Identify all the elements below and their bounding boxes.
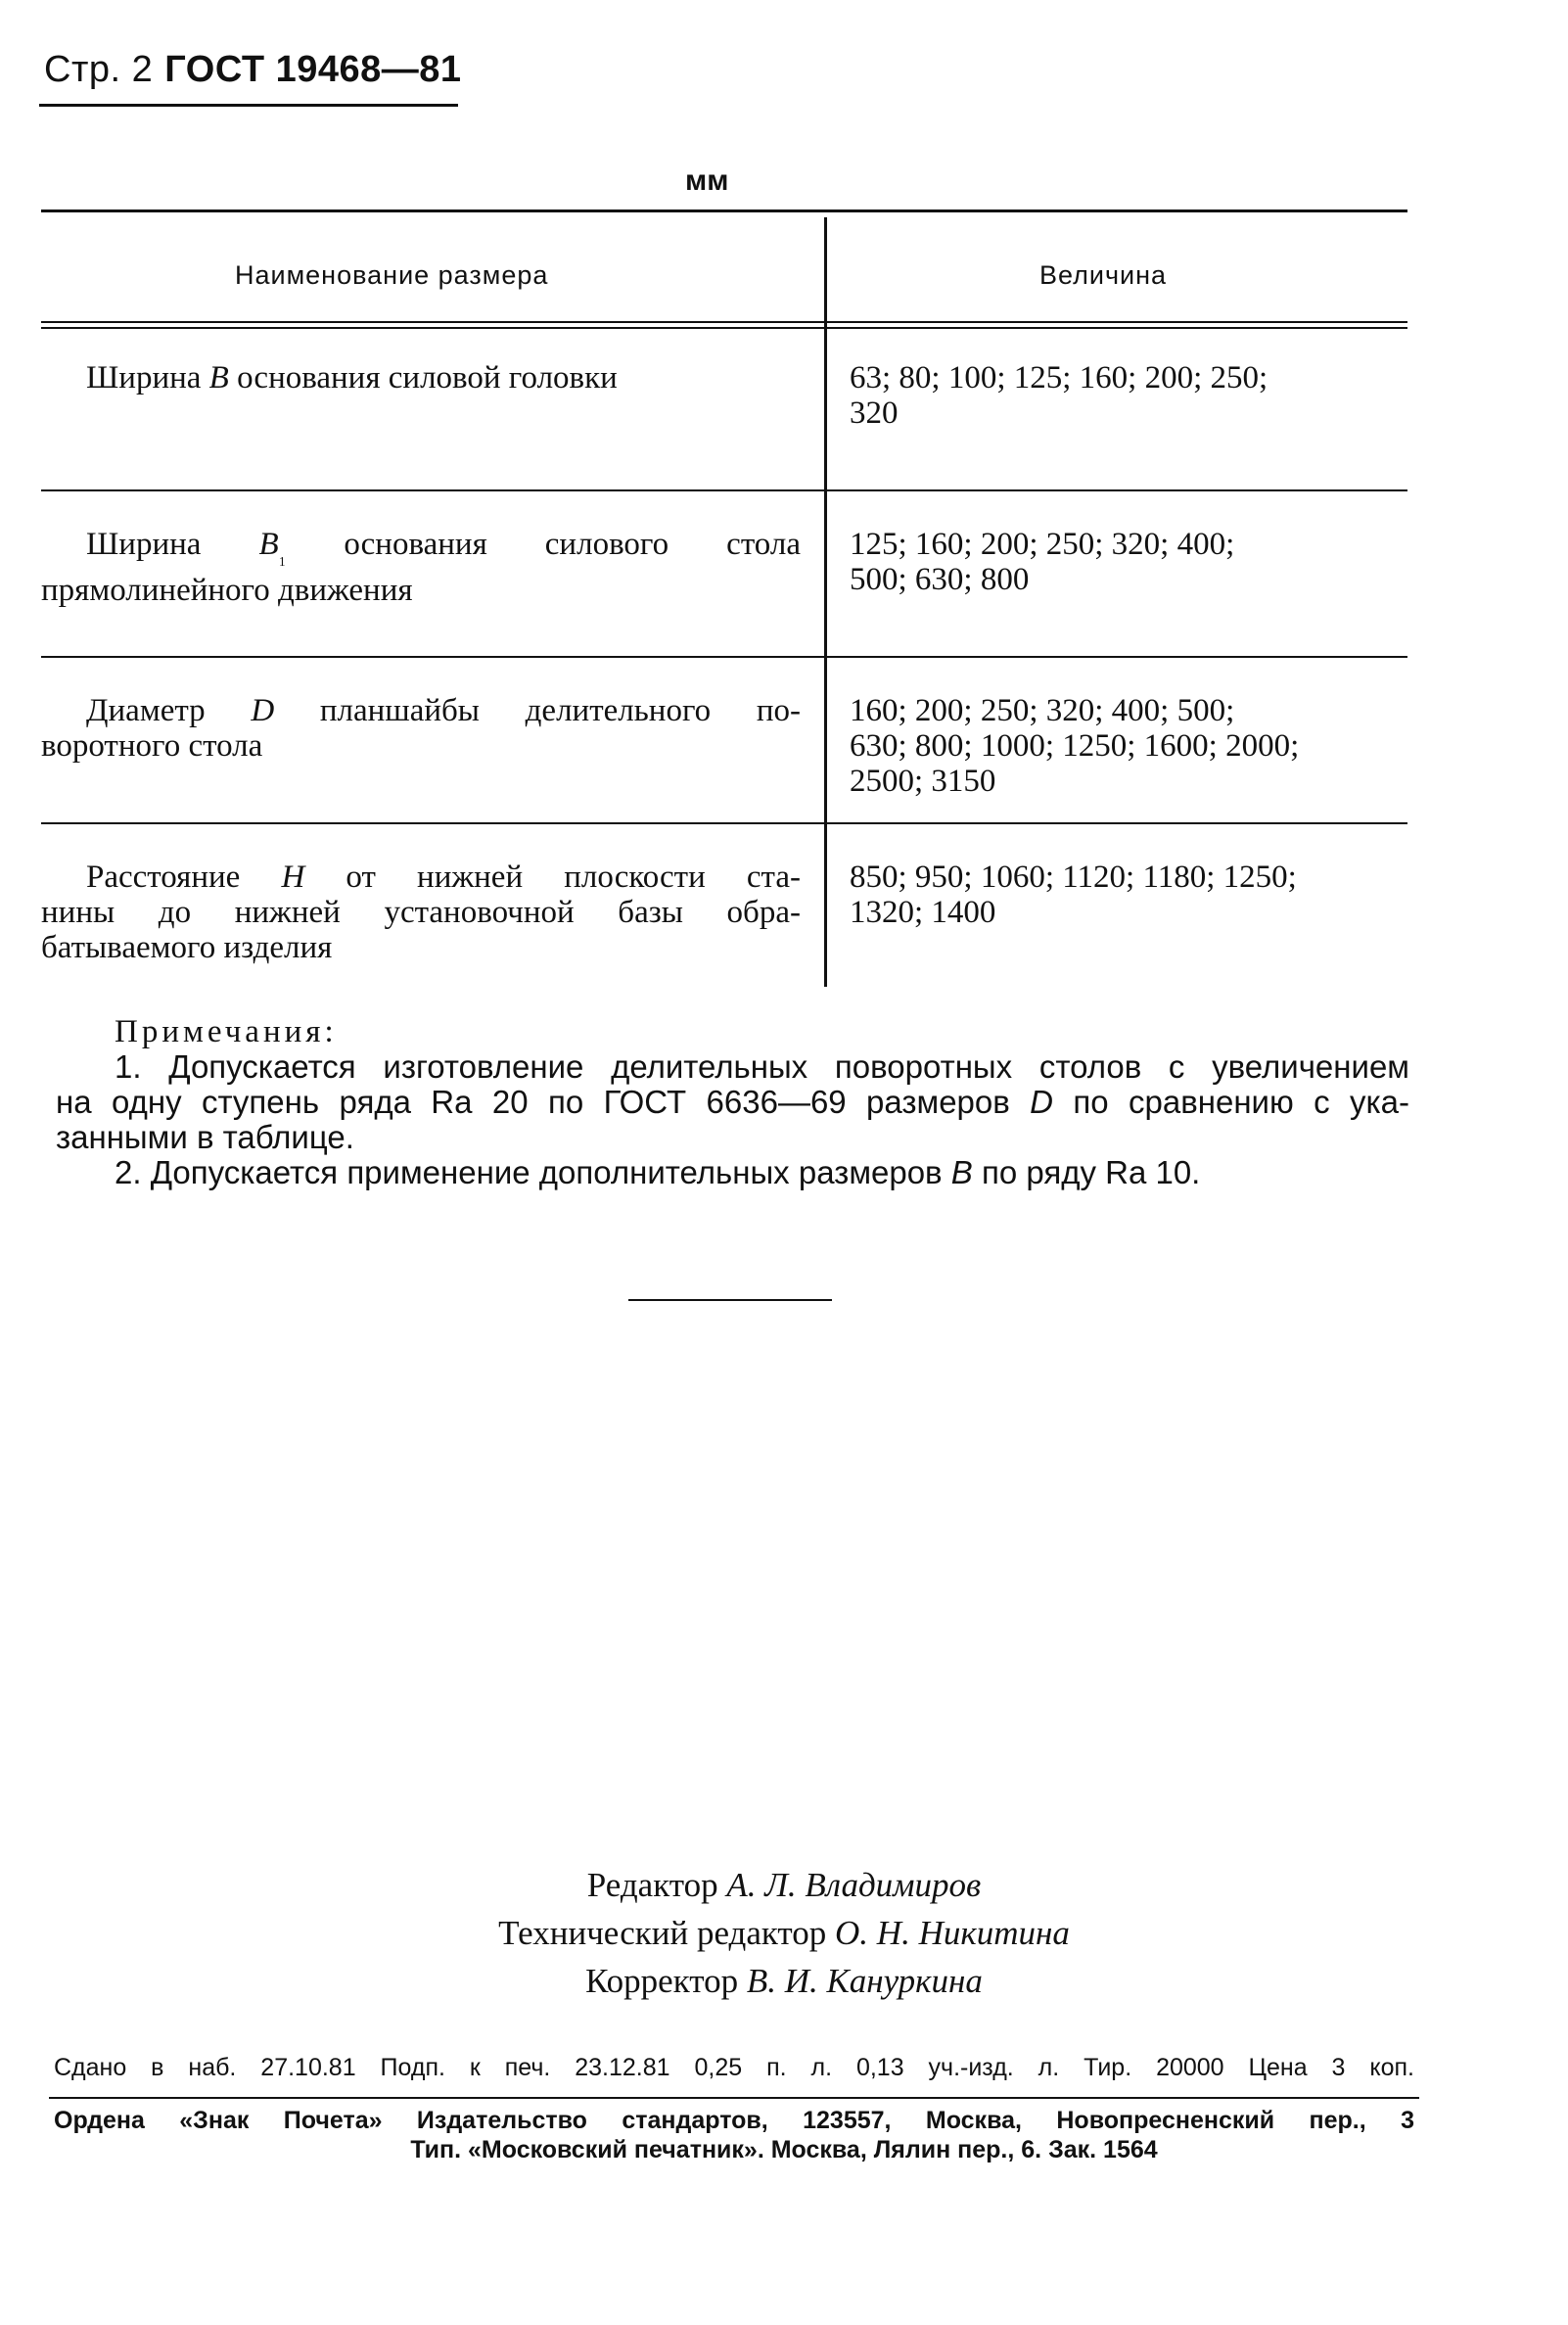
- units-label: мм: [685, 164, 729, 197]
- dimensions-table: [41, 209, 1407, 993]
- table-row-2-name: Ширина $B_{_1}$ основания силового стола прямолинейного движения: [41, 527, 801, 608]
- column-header-value: Величина: [1039, 260, 1168, 290]
- page-header: [44, 49, 462, 91]
- table-row-4-values: 850; 950; 1060; 1120; 1180; 1250; 1320; 1400: [850, 860, 1297, 930]
- credit-corrector: Корректор В. И. Кануркина: [585, 1962, 983, 2000]
- separator-rule: [628, 1299, 832, 1301]
- imprint-publisher: Ордена «Знак Почета» Издательство стандартов, 123557, Москва, Новопресненский пер., 3: [54, 2107, 1414, 2134]
- note-2: 2. Допускается применение дополнительных размеров B по ряду Ra 10.: [115, 1154, 1201, 1190]
- table-top-rule: [41, 209, 1407, 212]
- notes-section: [56, 1014, 1410, 1190]
- row-rule-3: [41, 822, 1407, 824]
- column-divider: [824, 217, 827, 987]
- column-header-name: Наименование размера: [235, 260, 549, 290]
- header-rule: [39, 104, 458, 107]
- table-row-2-values: 125; 160; 200; 250; 320; 400; 500; 630; 800: [850, 527, 1235, 597]
- note-1-line-2: на одну ступень ряда Ra 20 по ГОСТ 6636—69 размеров D по сравнению с ука-: [56, 1084, 1410, 1120]
- table-row-4-name: Расстояние H от нижней плоскости ста- нины до нижней установочной базы обра- батываемого изделия: [41, 860, 801, 965]
- note-1-line-3: занными в таблице.: [56, 1119, 354, 1155]
- table-row-1-name: Ширина B основания силовой головки: [86, 360, 618, 395]
- table-row-3-name: Диаметр D планшайбы делительного по- воротного стола: [41, 693, 801, 764]
- credit-technical-editor: Технический редактор О. Н. Никитина: [498, 1914, 1070, 1952]
- page-label: Стр. 2: [44, 49, 154, 90]
- header-double-rule-2: [41, 327, 1407, 329]
- imprint-printer: Тип. «Московский печатник». Москва, Лялин пер., 6. Зак. 1564: [410, 2136, 1158, 2163]
- header-double-rule-1: [41, 321, 1407, 323]
- credit-editor: Редактор А. Л. Владимиров: [586, 1866, 982, 1904]
- notes-title: Примечания:: [115, 1014, 338, 1049]
- row-rule-2: [41, 656, 1407, 658]
- table-row-3-values: 160; 200; 250; 320; 400; 500; 630; 800; 1000; 1250; 1600; 2000; 2500; 3150: [850, 693, 1300, 799]
- imprint-rule: [49, 2097, 1419, 2099]
- standard-number: ГОСТ 19468—81: [164, 49, 462, 90]
- imprint-print-details: Сдано в наб. 27.10.81 Подп. к печ. 23.12.81 0,25 п. л. 0,13 уч.-изд. л. Тир. 20000 Цена 3 коп.: [54, 2054, 1414, 2081]
- note-1-line-1: 1. Допускается изготовление делительных поворотных столов с увеличением: [115, 1048, 1409, 1085]
- row-rule-1: [41, 489, 1407, 491]
- table-row-1-values: 63; 80; 100; 125; 160; 200; 250; 320: [850, 360, 1268, 431]
